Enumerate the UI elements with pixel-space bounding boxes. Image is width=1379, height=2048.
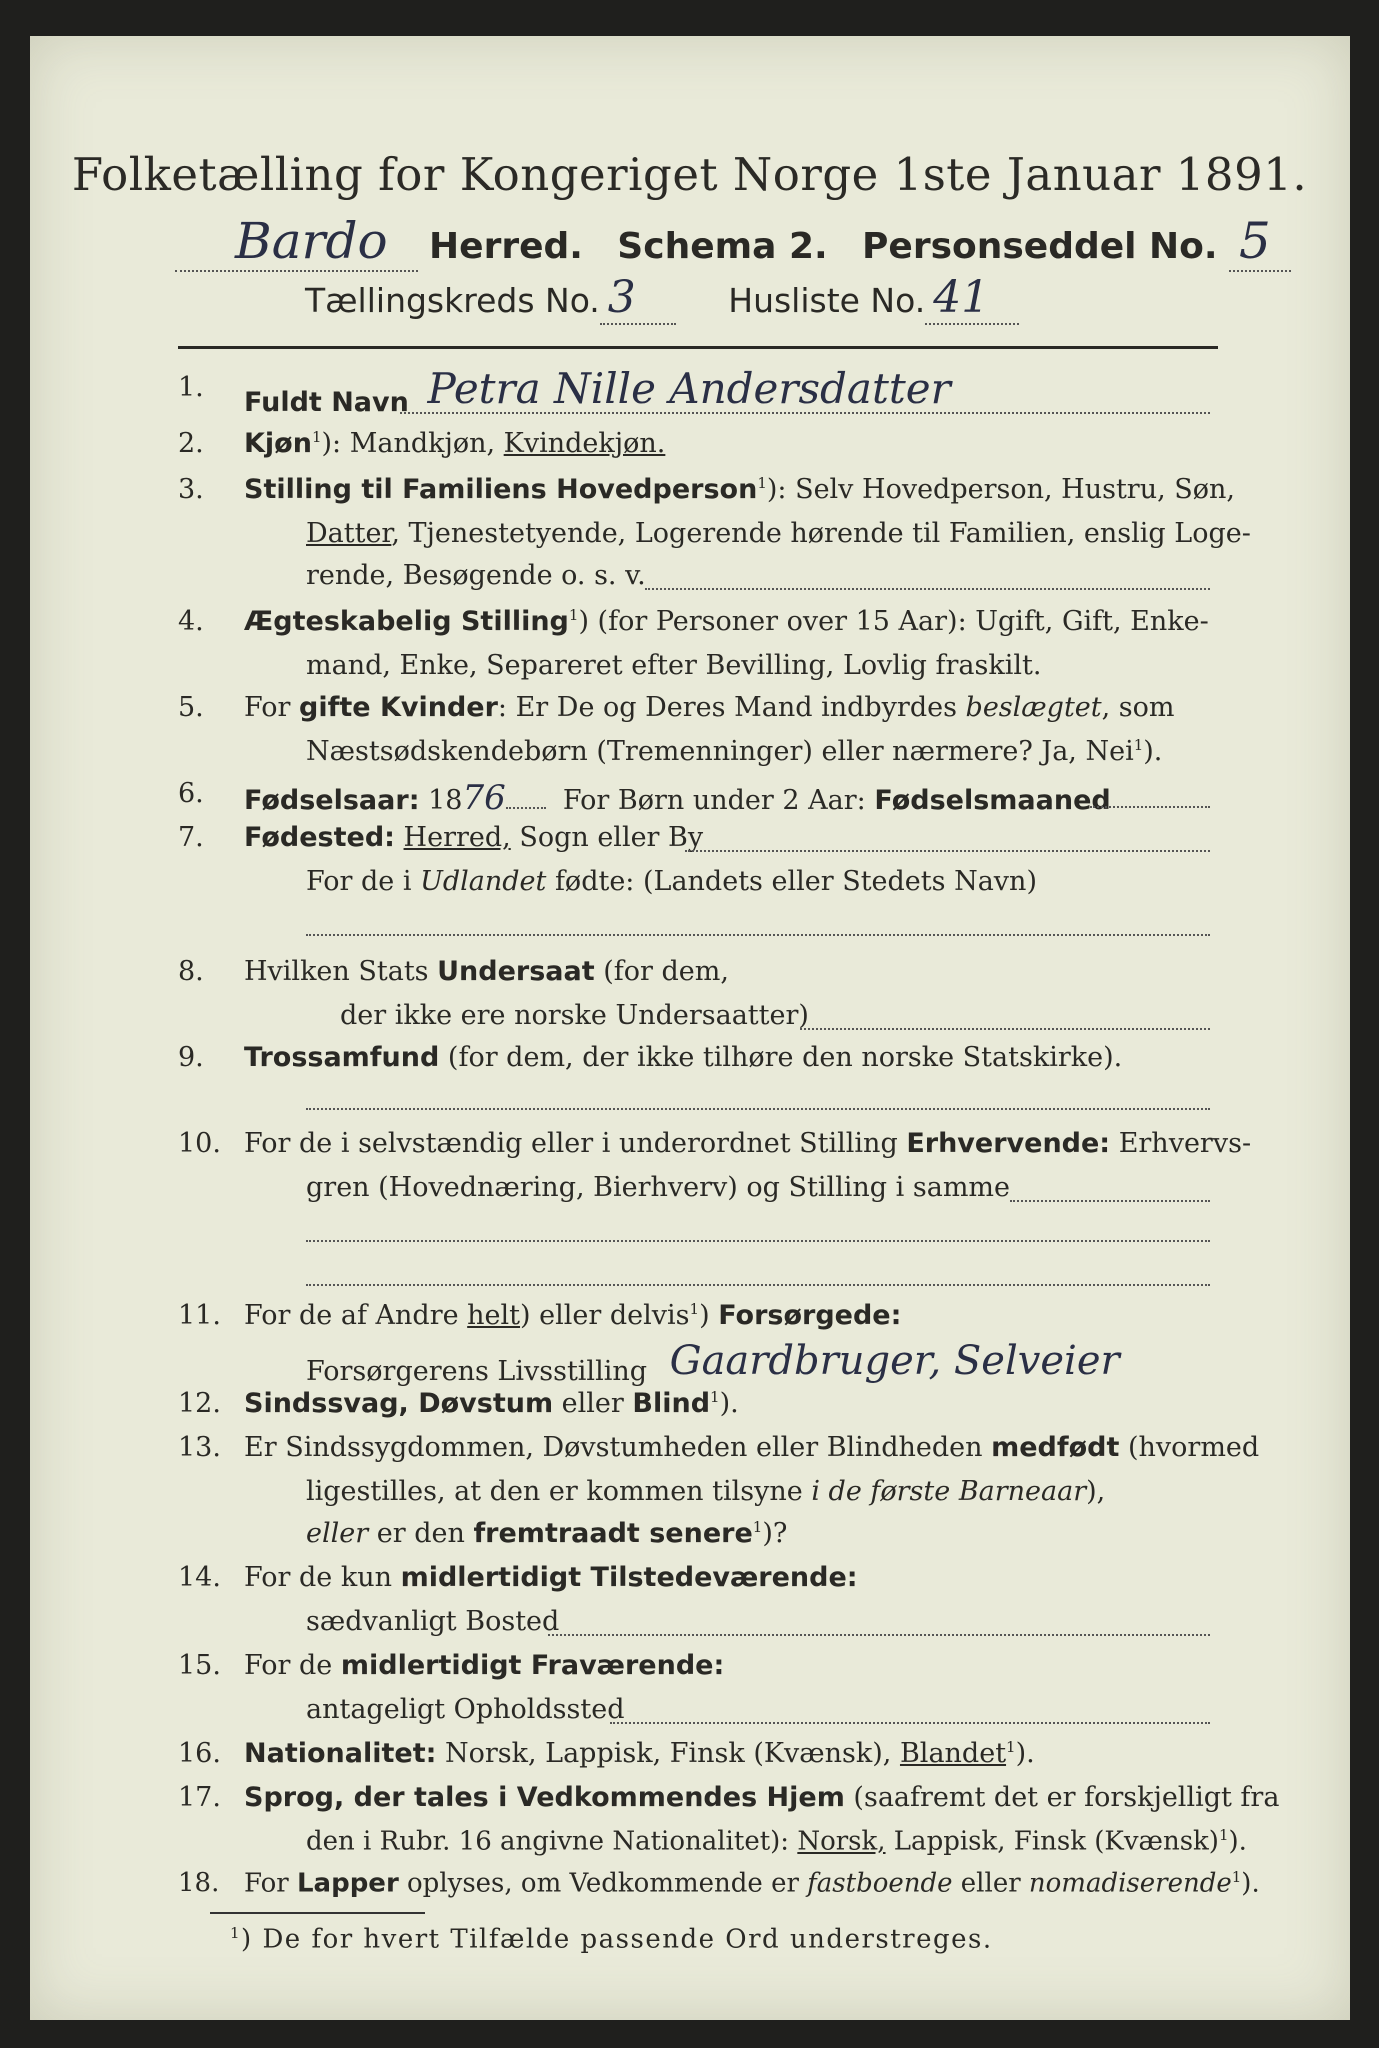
item-text: ). (719, 1388, 739, 1419)
item-number: 11. (178, 1300, 221, 1331)
item-text: For de kun (244, 1562, 401, 1593)
fill-line (306, 1284, 1210, 1286)
item-text: ): Selv Hovedperson, Hustru, Søn, (766, 474, 1235, 505)
husliste-label: Husliste No. (728, 281, 926, 320)
item-number: 17. (178, 1782, 221, 1813)
footnote-marker: 1 (230, 1924, 242, 1942)
item-text: sædvanligt Bosted (306, 1606, 560, 1637)
item-4-line-2 (306, 650, 1041, 681)
item-text: oplyses, om Vedkommende er (398, 1868, 808, 1899)
item-label: Undersaat (437, 956, 595, 987)
fill-line (548, 1634, 1210, 1636)
item-label: medfødt (991, 1432, 1120, 1463)
item-text-italic: fastboende (807, 1868, 953, 1899)
item-text: ligestilles, at den er kommen tilsyne (306, 1476, 812, 1507)
header-line-kreds (305, 272, 1019, 325)
item-number: 4. (178, 606, 204, 637)
form-title: Folketælling for Kongeriget Norge 1ste Januar 1891. (71, 148, 1308, 201)
item-text: Lappisk, Finsk (Kvænsk) (885, 1826, 1219, 1857)
item-number: 2. (178, 428, 204, 459)
item-7-line-2 (306, 866, 1037, 897)
item-text-italic: nomadiserende (1028, 1868, 1232, 1899)
birthplace-selected: Herred, (403, 822, 511, 853)
kreds-number: 3 (600, 272, 676, 325)
item-13-line-2 (306, 1476, 1105, 1507)
item-text: er den (368, 1518, 474, 1549)
schema-label: Schema 2. (617, 226, 828, 267)
personseddel-label: Personseddel No. (862, 226, 1218, 267)
fill-line (800, 1028, 1210, 1030)
item-text: , Tjenestetyende, Logerende hørende til Familien, enslig Loge- (391, 518, 1251, 549)
birth-year-value: 76 (462, 778, 506, 818)
header-divider (178, 346, 1218, 349)
item-text: Er Sindssygdommen, Døvstumheden eller Blindheden (244, 1432, 992, 1463)
item-text: den i Rubr. 16 angivne Nationalitet): (306, 1826, 798, 1857)
item-3-line-3 (306, 560, 646, 591)
item-text: For de af Andre (244, 1300, 468, 1331)
item-text: gren (Hovednæring, Bierhverv) og Stilling i samme (306, 1172, 1011, 1203)
item-label: Forsørgede: (718, 1300, 902, 1331)
position-selected: Datter (306, 518, 392, 549)
item-label: midlertidigt Fraværende: (340, 1650, 725, 1681)
item-label: gifte Kvinder (299, 692, 498, 723)
item-text: (hvormed (1119, 1432, 1260, 1463)
item-label: midlertidigt Tilstedeværende: (400, 1562, 858, 1593)
herred-label: Herred. (429, 226, 583, 267)
item-label: Fødested: (244, 822, 395, 853)
item-text: ) eller delvis (520, 1300, 690, 1331)
item-number: 18. (178, 1868, 220, 1898)
supported-selected: helt (467, 1300, 521, 1331)
item-text: ), (1086, 1476, 1106, 1507)
item-number: 3. (178, 474, 204, 505)
fill-line (645, 588, 1210, 590)
full-name-value: Petra Nille Andersdatter (427, 364, 951, 413)
item-text: For Børn under 2 Aar: (562, 785, 875, 816)
item-label: Ægteskabelig Stilling (244, 606, 569, 637)
item-text: For de (244, 1650, 341, 1681)
item-label: Fødselsaar: (244, 785, 420, 816)
item-8-line-2 (340, 1000, 809, 1031)
fill-line (306, 1108, 1210, 1110)
item-text-italic: beslægtet (965, 692, 1102, 723)
item-text: For (244, 1868, 297, 1899)
item-text: (for dem, (594, 956, 729, 987)
item-text: (for dem, der ikke tilhøre den norske Statskirke). (439, 1042, 1123, 1073)
item-text: ) (699, 1300, 719, 1331)
item-text: For de i (306, 866, 421, 897)
herred-name: Bardo (175, 212, 418, 272)
item-number: 10. (178, 1128, 221, 1159)
item-text: fødte: (Landets eller Stedets Navn) (546, 866, 1037, 897)
item-label: Fuldt Navn (244, 387, 409, 418)
item-text: )? (762, 1518, 788, 1549)
footnote (230, 1924, 993, 1955)
item-text: For de i selvstændig eller i underordnet Stilling (244, 1128, 907, 1159)
item-label: Stilling til Familiens Hovedperson (244, 474, 758, 505)
item-11-line-2 (306, 1338, 1120, 1390)
item-17-line-2: den i Rubr. 16 angivne Nationalitet): Norsk, Lappisk, Finsk (Kvænsk)$^1$). (306, 1826, 1247, 1857)
item-text: der ikke ere norske Undersaatter) (340, 1000, 809, 1031)
item-text: ). (1143, 736, 1163, 767)
item-number: 6. (178, 778, 204, 809)
item-text: ). (1241, 1868, 1260, 1899)
name-fill-line (400, 412, 1210, 414)
item-label: Trossamfund (244, 1042, 440, 1073)
item-text: mand, Enke, Separeret efter Bevilling, Lovlig fraskilt. (306, 650, 1042, 681)
item-text: eller (553, 1388, 633, 1419)
language-selected: Norsk, (797, 1826, 886, 1857)
item-text: Næstsødskendebørn (Tremenninger) eller nærmere? Ja, Nei (306, 736, 1134, 767)
fill-line (1090, 806, 1210, 808)
item-text: Norsk, Lappisk, Finsk (Kvænsk), (436, 1738, 900, 1769)
fill-line (610, 1722, 1210, 1724)
footnote-text: ) De for hvert Tilfælde passende Ord understreges. (241, 1924, 993, 1955)
item-text: ). (1015, 1738, 1035, 1769)
item-label: Nationalitet: (244, 1738, 437, 1769)
item-number: 14. (178, 1562, 221, 1593)
fill-line (306, 1240, 1210, 1242)
item-number: 8. (178, 956, 204, 987)
item-label: Erhvervende: (906, 1128, 1111, 1159)
item-text-italic: Udlandet (420, 866, 547, 897)
item-text: antageligt Opholdssted (306, 1694, 625, 1725)
item-5-line-2: Næstsødskendebørn (Tremenninger) eller nærmere? Ja, Nei$^1$). (306, 736, 1163, 767)
item-15-line-2 (306, 1694, 625, 1725)
item-label: Lapper (296, 1868, 399, 1899)
item-text: rende, Besøgende o. s. v. (306, 560, 646, 591)
gender-options: ): Mandkjøn, (321, 428, 504, 459)
item-number: 1. (178, 372, 204, 403)
item-number: 13. (178, 1432, 221, 1463)
personseddel-number: 5 (1229, 212, 1291, 272)
item-text-italic: i de første Barneaar (811, 1476, 1087, 1507)
fill-line (1010, 1200, 1210, 1202)
item-13-line-3: eller er den fremtraadt senere$^1$)? (306, 1518, 788, 1549)
year-prefix: 18 (428, 785, 463, 816)
footnote-divider (210, 1912, 425, 1914)
nationality-selected: Blandet (899, 1738, 1007, 1769)
item-number: 7. (178, 822, 204, 853)
item-label: Sprog, der tales i Vedkommendes Hjem (244, 1782, 845, 1813)
item-number: 12. (178, 1388, 221, 1419)
kreds-label: Tællingskreds No. (305, 281, 600, 320)
item-text: Erhvervs- (1110, 1128, 1252, 1159)
item-text: For (244, 692, 300, 723)
supporter-occupation-value: Gaardbruger, Selveier (669, 1338, 1120, 1384)
item-number: 9. (178, 1042, 204, 1073)
item-text-italic: eller (306, 1518, 369, 1549)
item-text: ) (for Personer over 15 Aar): Ugift, Gift, Enke- (578, 606, 1209, 637)
husliste-number: 41 (925, 272, 1019, 325)
item-text: Forsørgerens Livsstilling (306, 1356, 648, 1387)
item-10-line-2 (306, 1172, 1010, 1203)
item-number: 5. (178, 692, 204, 723)
gender-selected: Kvindekjøn. (503, 428, 666, 459)
item-text: Hvilken Stats (244, 956, 438, 987)
footnote-ref: 1 (311, 428, 322, 446)
header-line-herred (175, 212, 1291, 272)
fill-line (306, 934, 1210, 936)
item-text: eller (952, 1868, 1029, 1899)
item-text: , som (1101, 692, 1175, 723)
item-3-line-2 (306, 518, 1251, 549)
item-text: : Er De og Deres Mand indbyrdes (497, 692, 966, 723)
item-text: (saafremt det er forskjelligt fra (844, 1782, 1280, 1813)
item-text: Sogn eller By (510, 822, 704, 853)
item-number: 16. (178, 1738, 221, 1769)
item-label: fremtraadt senere (473, 1518, 753, 1549)
item-14-line-2 (306, 1606, 559, 1637)
item-label: Blind (632, 1388, 711, 1419)
fill-line (685, 850, 1210, 852)
item-number: 15. (178, 1650, 221, 1681)
item-label: Sindssvag, Døvstum (244, 1388, 554, 1419)
item-label: Fødselsmaaned (874, 785, 1111, 816)
item-text: ). (1228, 1826, 1247, 1857)
item-label: Kjøn (244, 428, 312, 459)
